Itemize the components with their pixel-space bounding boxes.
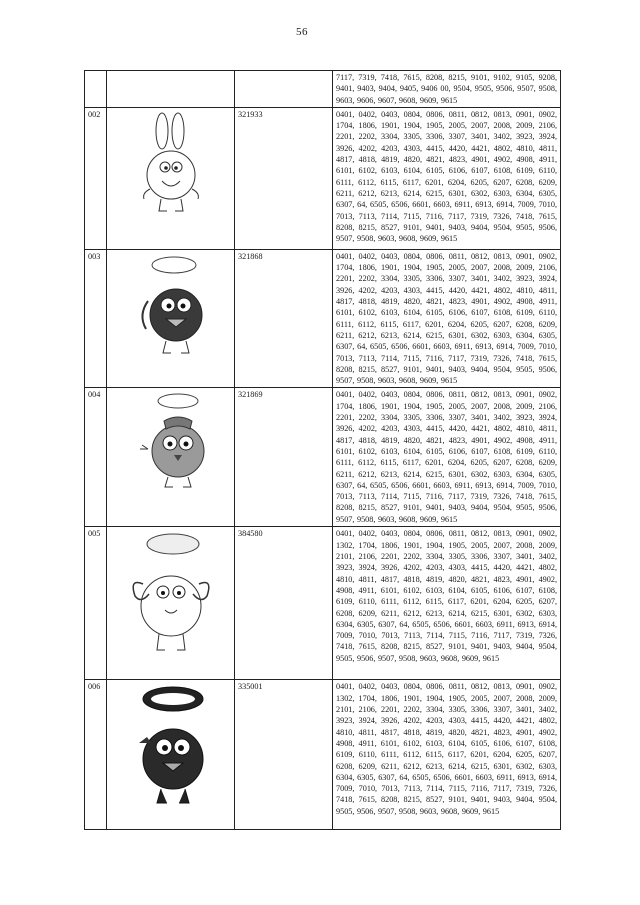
product-classes: 0401, 0402, 0403, 0804, 0806, 0811, 0812, 0813, 0901, 0902, 1704, 1806, 1901, 1904, 1905, 2005, 2007, 2008, 2009, 2106, 2201, 2202, 3304, 3305, 3306, 3307, 3401, 3402, 3923, 3924, 3926, 4202, 4203, 4303, 4415, 4420, 4421, 4802, 4810, 4811, 4817, 4818, 4819, 4820, 4821, 4823, 4901, 4902, 4908, 4911, 6101, 6102, 6103, 6104, 6105, 6106, 6107, 6108, 6109, 6110, 6111, 6112, 6115, 6117, 6201, 6204, 6205, 6207, 6208, 6209, 6211, 6212, 6213, 6214, 6215, 6301, 6302, 6303, 6304, 6305, 6307, 64, 6505, 6506, 6601, 6603, 6911, 6913, 6914, 7009, 7010, 7013, 7113, 7114, 7115, 7116, 7117, 7319, 7326, 7418, 7615, 8208, 8215, 8527, 9101, 9401, 9403, 9404, 9504, 9505, 9506, 9507, 9508, 9603, 9608, 9609, 9615 (333, 388, 561, 527)
product-classes: 0401, 0402, 0403, 0804, 0806, 0811, 0812, 0813, 0901, 0902, 1302, 1704, 1806, 1901, 1904, 1905, 2005, 2007, 2008, 2009, 2101, 2106, 2201, 2202, 3304, 3305, 3306, 3307, 3401, 3402, 3923, 3924, 3926, 4202, 4203, 4303, 4415, 4420, 4421, 4802, 4810, 4811, 4817, 4818, 4819, 4820, 4821, 4823, 4901, 4902, 4908, 4911, 6101, 6102, 6103, 6104, 6105, 6106, 6107, 6108, 6109, 6110, 6111, 6112, 6115, 6117, 6201, 6204, 6205, 6207, 6208, 6209, 6211, 6212, 6213, 6214, 6215, 6301, 6302, 6303, 6304, 6305, 6307, 64, 6505, 6506, 6601, 6603, 6911, 6913, 6914, 7009, 7010, 7013, 7113, 7114, 7115, 7116, 7117, 7319, 7326, 7418, 7615, 8208, 8215, 8527, 9101, 9401, 9403, 9404, 9504, 9505, 9506, 9507, 9508, 9603, 9608, 9609, 9615 (333, 680, 561, 830)
rabbit-character-illustration (136, 109, 206, 219)
table-row (85, 388, 561, 527)
trademark-image-cell (107, 71, 235, 108)
product-classes: 0401, 0402, 0403, 0804, 0806, 0811, 0812, 0813, 0901, 0902, 1302, 1704, 1806, 1901, 1904, 1905, 2005, 2007, 2008, 2009, 2101, 2106, 2201, 2202, 3304, 3305, 3306, 3307, 3401, 3402, 3923, 3924, 3926, 4202, 4203, 4303, 4415, 4420, 4421, 4802, 4810, 4811, 4817, 4818, 4819, 4820, 4821, 4823, 4901, 4902, 4908, 4911, 6101, 6102, 6103, 6104, 6105, 6106, 6107, 6108, 6109, 6110, 6111, 6112, 6115, 6117, 6201, 6204, 6205, 6207, 6208, 6209, 6211, 6212, 6213, 6214, 6215, 6301, 6302, 6303, 6304, 6305, 6307, 64, 6505, 6506, 6601, 6603, 6911, 6913, 6914, 7009, 7010, 7013, 7113, 7114, 7115, 7116, 7117, 7319, 7326, 7418, 7615, 8208, 8215, 8527, 9101, 9401, 9403, 9404, 9504, 9505, 9506, 9507, 9508, 9603, 9608, 9609, 9615 (333, 527, 561, 680)
registration-number: 321868 (235, 249, 333, 388)
crow-character-logo-illustration (121, 681, 221, 811)
row-number: 003 (85, 249, 107, 388)
table-row (85, 527, 561, 680)
crow-character-illustration (126, 251, 216, 361)
table-row (85, 249, 561, 388)
table-row (85, 680, 561, 830)
registration-number: 384580 (235, 527, 333, 680)
table-row (85, 71, 561, 108)
registration-number: 335001 (235, 680, 333, 830)
row-number: 004 (85, 388, 107, 527)
row-number: 006 (85, 680, 107, 830)
trademark-image-cell (107, 388, 235, 527)
product-classes: 0401, 0402, 0403, 0804, 0806, 0811, 0812, 0813, 0901, 0902, 1704, 1806, 1901, 1904, 1905, 2005, 2007, 2008, 2009, 2106, 2201, 2202, 3304, 3305, 3306, 3307, 3401, 3402, 3923, 3924, 3926, 4202, 4203, 4303, 4415, 4420, 4421, 4802, 4810, 4811, 4817, 4818, 4819, 4820, 4821, 4823, 4901, 4902, 4908, 4911, 6101, 6102, 6103, 6104, 6105, 6106, 6107, 6108, 6109, 6110, 6111, 6112, 6115, 6117, 6201, 6204, 6205, 6207, 6208, 6209, 6211, 6212, 6213, 6214, 6215, 6301, 6302, 6303, 6304, 6305, 6307, 64, 6505, 6506, 6601, 6603, 6911, 6913, 6914, 7009, 7010, 7013, 7113, 7114, 7115, 7116, 7117, 7319, 7326, 7418, 7615, 8208, 8215, 8527, 9101, 9401, 9403, 9404, 9504, 9505, 9506, 9507, 9508, 9603, 9608, 9609, 9615 (333, 107, 561, 249)
registration-number (235, 71, 333, 108)
trademark-image-cell (107, 107, 235, 249)
page-number: 56 (296, 26, 308, 38)
trademark-image-cell (107, 249, 235, 388)
ram-character-illustration (121, 528, 221, 658)
owl-character-illustration (126, 389, 216, 499)
product-classes: 7117, 7319, 7418, 7615, 8208, 8215, 9101, 9102, 9105, 9208, 9401, 9403, 9404, 9405, 9406 00, 9504, 9505, 9506, 9507, 9508, 9603, 9606, 9607, 9608, 9609, 9615 (333, 71, 561, 108)
row-number (85, 71, 107, 108)
product-classes: 0401, 0402, 0403, 0804, 0806, 0811, 0812, 0813, 0901, 0902, 1704, 1806, 1901, 1904, 1905, 2005, 2007, 2008, 2009, 2106, 2201, 2202, 3304, 3305, 3306, 3307, 3401, 3402, 3923, 3924, 3926, 4202, 4203, 4303, 4415, 4420, 4421, 4802, 4810, 4811, 4817, 4818, 4819, 4820, 4821, 4823, 4901, 4902, 4908, 4911, 6101, 6102, 6103, 6104, 6105, 6106, 6107, 6108, 6109, 6110, 6111, 6112, 6115, 6117, 6201, 6204, 6205, 6207, 6208, 6209, 6211, 6212, 6213, 6214, 6215, 6301, 6302, 6303, 6304, 6305, 6307, 64, 6505, 6506, 6601, 6603, 6911, 6913, 6914, 7009, 7010, 7013, 7113, 7114, 7115, 7116, 7117, 7319, 7326, 7418, 7615, 8208, 8215, 8527, 9101, 9401, 9403, 9404, 9504, 9505, 9506, 9507, 9508, 9603, 9608, 9609, 9615 (333, 249, 561, 388)
row-number: 005 (85, 527, 107, 680)
trademark-image-cell (107, 527, 235, 680)
table-row (85, 107, 561, 249)
trademark-image-cell (107, 680, 235, 830)
registration-number: 321869 (235, 388, 333, 527)
trademark-register-table (84, 70, 561, 830)
registration-number: 321933 (235, 107, 333, 249)
row-number: 002 (85, 107, 107, 249)
